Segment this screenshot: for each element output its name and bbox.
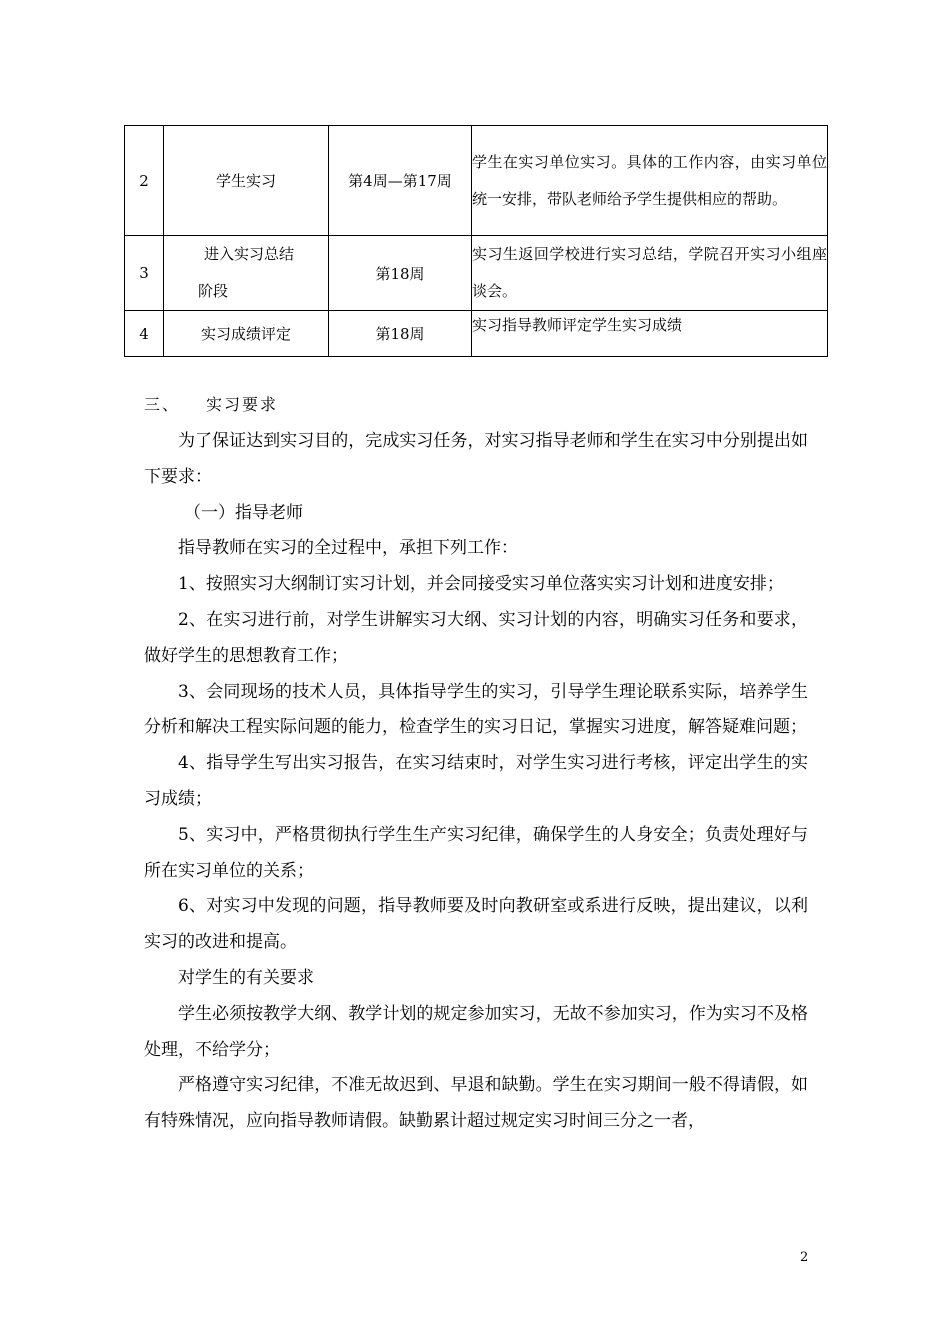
description-cell: 学生在实习单位实习。具体的工作内容，由实习单位统一安排，带队老师给予学生提供相应的帮助。 — [472, 126, 828, 236]
description-cell: 实习生返回学校进行实习总结，学院召开实习小组座谈会。 — [472, 236, 828, 311]
list-item: 3、会同现场的技术人员，具体指导学生的实习，引导学生理论联系实际，培养学生分析和解决工程实际问题的能力，检查学生的实习日记，掌握实习进度，解答疑难问题； — [144, 681, 808, 738]
section-title: 实习要求 — [206, 395, 279, 414]
time-cell: 第4周—第17周 — [329, 126, 472, 236]
time-cell: 第18周 — [329, 236, 472, 311]
table-row — [125, 311, 828, 357]
section-number: 三、 — [144, 395, 181, 414]
description-cell: 实习指导教师评定学生实习成绩 — [472, 311, 828, 357]
paragraph: 指导教师在实习的全过程中，承担下列工作： — [178, 538, 518, 559]
subheading: （一）指导老师 — [184, 502, 303, 523]
row-number: 2 — [125, 126, 164, 236]
section-heading — [144, 392, 278, 415]
paragraph: 为了保证达到实习目的，完成实习任务，对实习指导老师和学生在实习中分别提出如下要求： — [144, 431, 808, 487]
list-item: 2、在实习进行前，对学生讲解实习大纲、实习计划的内容，明确实习任务和要求，做好学生的思想教育工作； — [144, 609, 808, 666]
stage-cell — [164, 236, 329, 311]
table-row — [125, 126, 828, 236]
time-cell: 第18周 — [329, 311, 472, 357]
stage-label: 实习成绩评定 — [200, 325, 291, 343]
row-number: 3 — [125, 236, 164, 311]
paragraph: 严格遵守实习纪律，不准无故迟到、早退和缺勤。学生在实习期间一般不得请假，如有特殊情况，应向指导教师请假。缺勤累计超过规定实习时间三分之一者， — [144, 1075, 808, 1132]
list-item: 1、按照实习大纲制订实习计划，并会同接受实习单位落实实习计划和进度安排； — [178, 574, 784, 595]
stage-label: 学生实习 — [215, 172, 276, 190]
table-row — [125, 236, 828, 311]
row-number: 4 — [125, 311, 164, 357]
body-text — [144, 424, 808, 1140]
page-number: 2 — [800, 1250, 809, 1265]
list-item: 5、实习中，严格贯彻执行学生生产实习纪律，确保学生的人身安全；负责处理好与所在实习单位的关系； — [144, 824, 808, 881]
list-item: 6、对实习中发现的问题，指导教师要及时向教研室或系进行反映，提出建议，以利实习的改进和提高。 — [144, 896, 808, 953]
stage-cell — [164, 311, 329, 357]
subheading: 对学生的有关要求 — [178, 967, 314, 988]
paragraph: 学生必须按教学大纲、教学计划的规定参加实习，无故不参加实习，作为实习不及格处理，不给学分； — [144, 1003, 808, 1060]
stage-label-line-1: 进入实习总结 — [203, 245, 294, 263]
internship-schedule-table — [124, 125, 828, 357]
stage-label-line-2: 阶段 — [197, 282, 228, 300]
list-item: 4、指导学生写出实习报告，在实习结束时，对学生实习进行考核，评定出学生的实习成绩； — [144, 753, 808, 809]
stage-cell — [164, 126, 329, 236]
